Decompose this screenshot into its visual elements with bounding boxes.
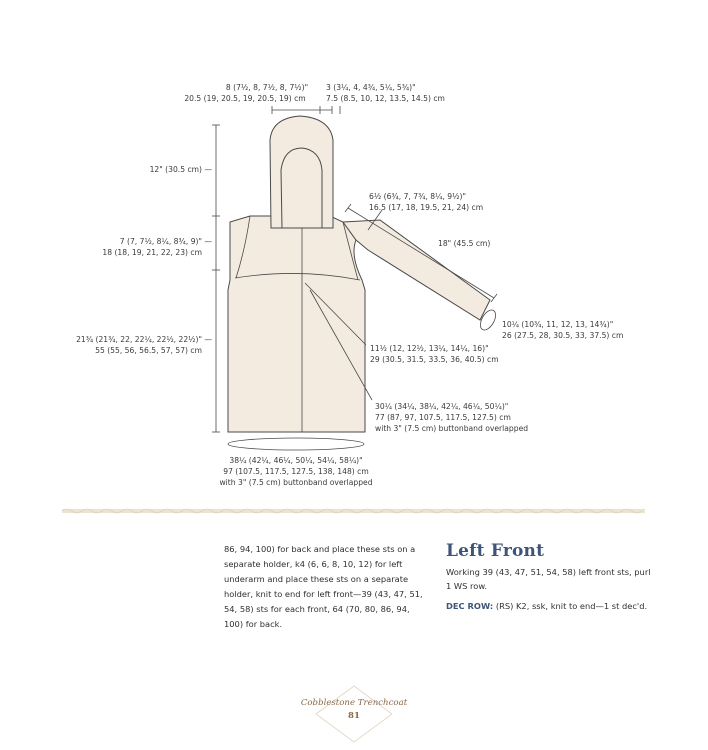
hood-width-label-cm: 20.5 (19, 20.5, 19, 20.5, 19) cm bbox=[184, 94, 306, 103]
hem-label-note: with 3" (7.5 cm) buttonband overlapped bbox=[219, 478, 373, 487]
instruction-paragraph: Working 39 (43, 47, 51, 54, 58) left front sts, purl 1 WS row. bbox=[446, 567, 651, 591]
footer-book-title: Cobblestone Trenchcoat bbox=[300, 698, 408, 708]
hood-face-opening bbox=[281, 148, 322, 228]
sleeve-length-label: 18" (45.5 cm) bbox=[438, 239, 491, 248]
hip-label: 30¼ (34¼, 38¼, 42¼, 46¼, 50¼)" bbox=[375, 402, 509, 411]
hem-ellipse bbox=[228, 438, 364, 450]
decorative-divider bbox=[62, 505, 645, 517]
waist-label: 11½ (12, 12½, 13¼, 14¼, 16)" bbox=[370, 344, 489, 353]
hem-label: 38¼ (42¼, 46¼, 50¼, 54¼, 58¼)" bbox=[229, 456, 363, 465]
dec-row-paragraph bbox=[446, 600, 656, 614]
hood-top-label-cm: 7.5 (8.5, 10, 12, 13.5, 14.5) cm bbox=[326, 94, 445, 103]
upper-arm-label-cm: 16.5 (17, 18, 19.5, 21, 24) cm bbox=[369, 203, 484, 212]
left-front-instructions bbox=[446, 566, 656, 621]
hem-label-cm: 97 (107.5, 117.5, 127.5, 138, 148) cm bbox=[223, 467, 369, 476]
body-text-column bbox=[224, 542, 430, 632]
armhole-depth-label-cm: 18 (18, 19, 21, 22, 23) cm bbox=[102, 248, 202, 257]
hood-width-label: 8 (7½, 8, 7½, 8, 7½)" bbox=[225, 83, 309, 92]
page-number: 81 bbox=[348, 711, 360, 721]
section-title: Left Front bbox=[446, 541, 545, 561]
sleeve-length-line bbox=[348, 208, 494, 298]
waist-label-cm: 29 (30.5, 31.5, 33.5, 36, 40.5) cm bbox=[370, 355, 499, 364]
cuff-label-cm: 26 (27.5, 28, 30.5, 33, 37.5) cm bbox=[502, 331, 624, 340]
hood-top-label: 3 (3¼, 4, 4¾, 5¼, 5¾)" bbox=[326, 83, 416, 92]
hood-height-label: 12" (30.5 cm) — bbox=[149, 165, 212, 174]
body-paragraph: 86, 94, 100) for back and place these sts on a separate holder, k4 (6, 6, 8, 10, 12) for left underarm and place these sts on a separate holder, knit to end for left front—39 (43, 47, 51, 54, 58) sts for each front, 64 (70, 80, 86, 94, 100) for back. bbox=[224, 544, 423, 629]
dec-row-label: DEC ROW: bbox=[446, 601, 494, 611]
armhole-depth-label: 7 (7, 7½, 8¼, 8¾, 9)" — bbox=[119, 237, 212, 246]
body-length-label-cm: 55 (55, 56, 56.5, 57, 57) cm bbox=[95, 346, 202, 355]
dec-row-text: (RS) K2, ssk, knit to end—1 st dec'd. bbox=[493, 601, 648, 611]
hip-label-cm: 77 (87, 97, 107.5, 117.5, 127.5) cm bbox=[375, 413, 511, 422]
hip-label-note: with 3" (7.5 cm) buttonband overlapped bbox=[375, 424, 529, 433]
cuff-label: 10¼ (10¾, 11, 12, 13, 14¾)" bbox=[502, 320, 614, 329]
page-footer bbox=[254, 684, 454, 744]
coat-body-outline bbox=[228, 216, 365, 432]
upper-arm-label: 6½ (6¾, 7, 7¾, 8¼, 9½)" bbox=[369, 192, 466, 201]
body-length-label: 21¾ (21¾, 22, 22¼, 22½, 22½)" — bbox=[76, 335, 212, 344]
